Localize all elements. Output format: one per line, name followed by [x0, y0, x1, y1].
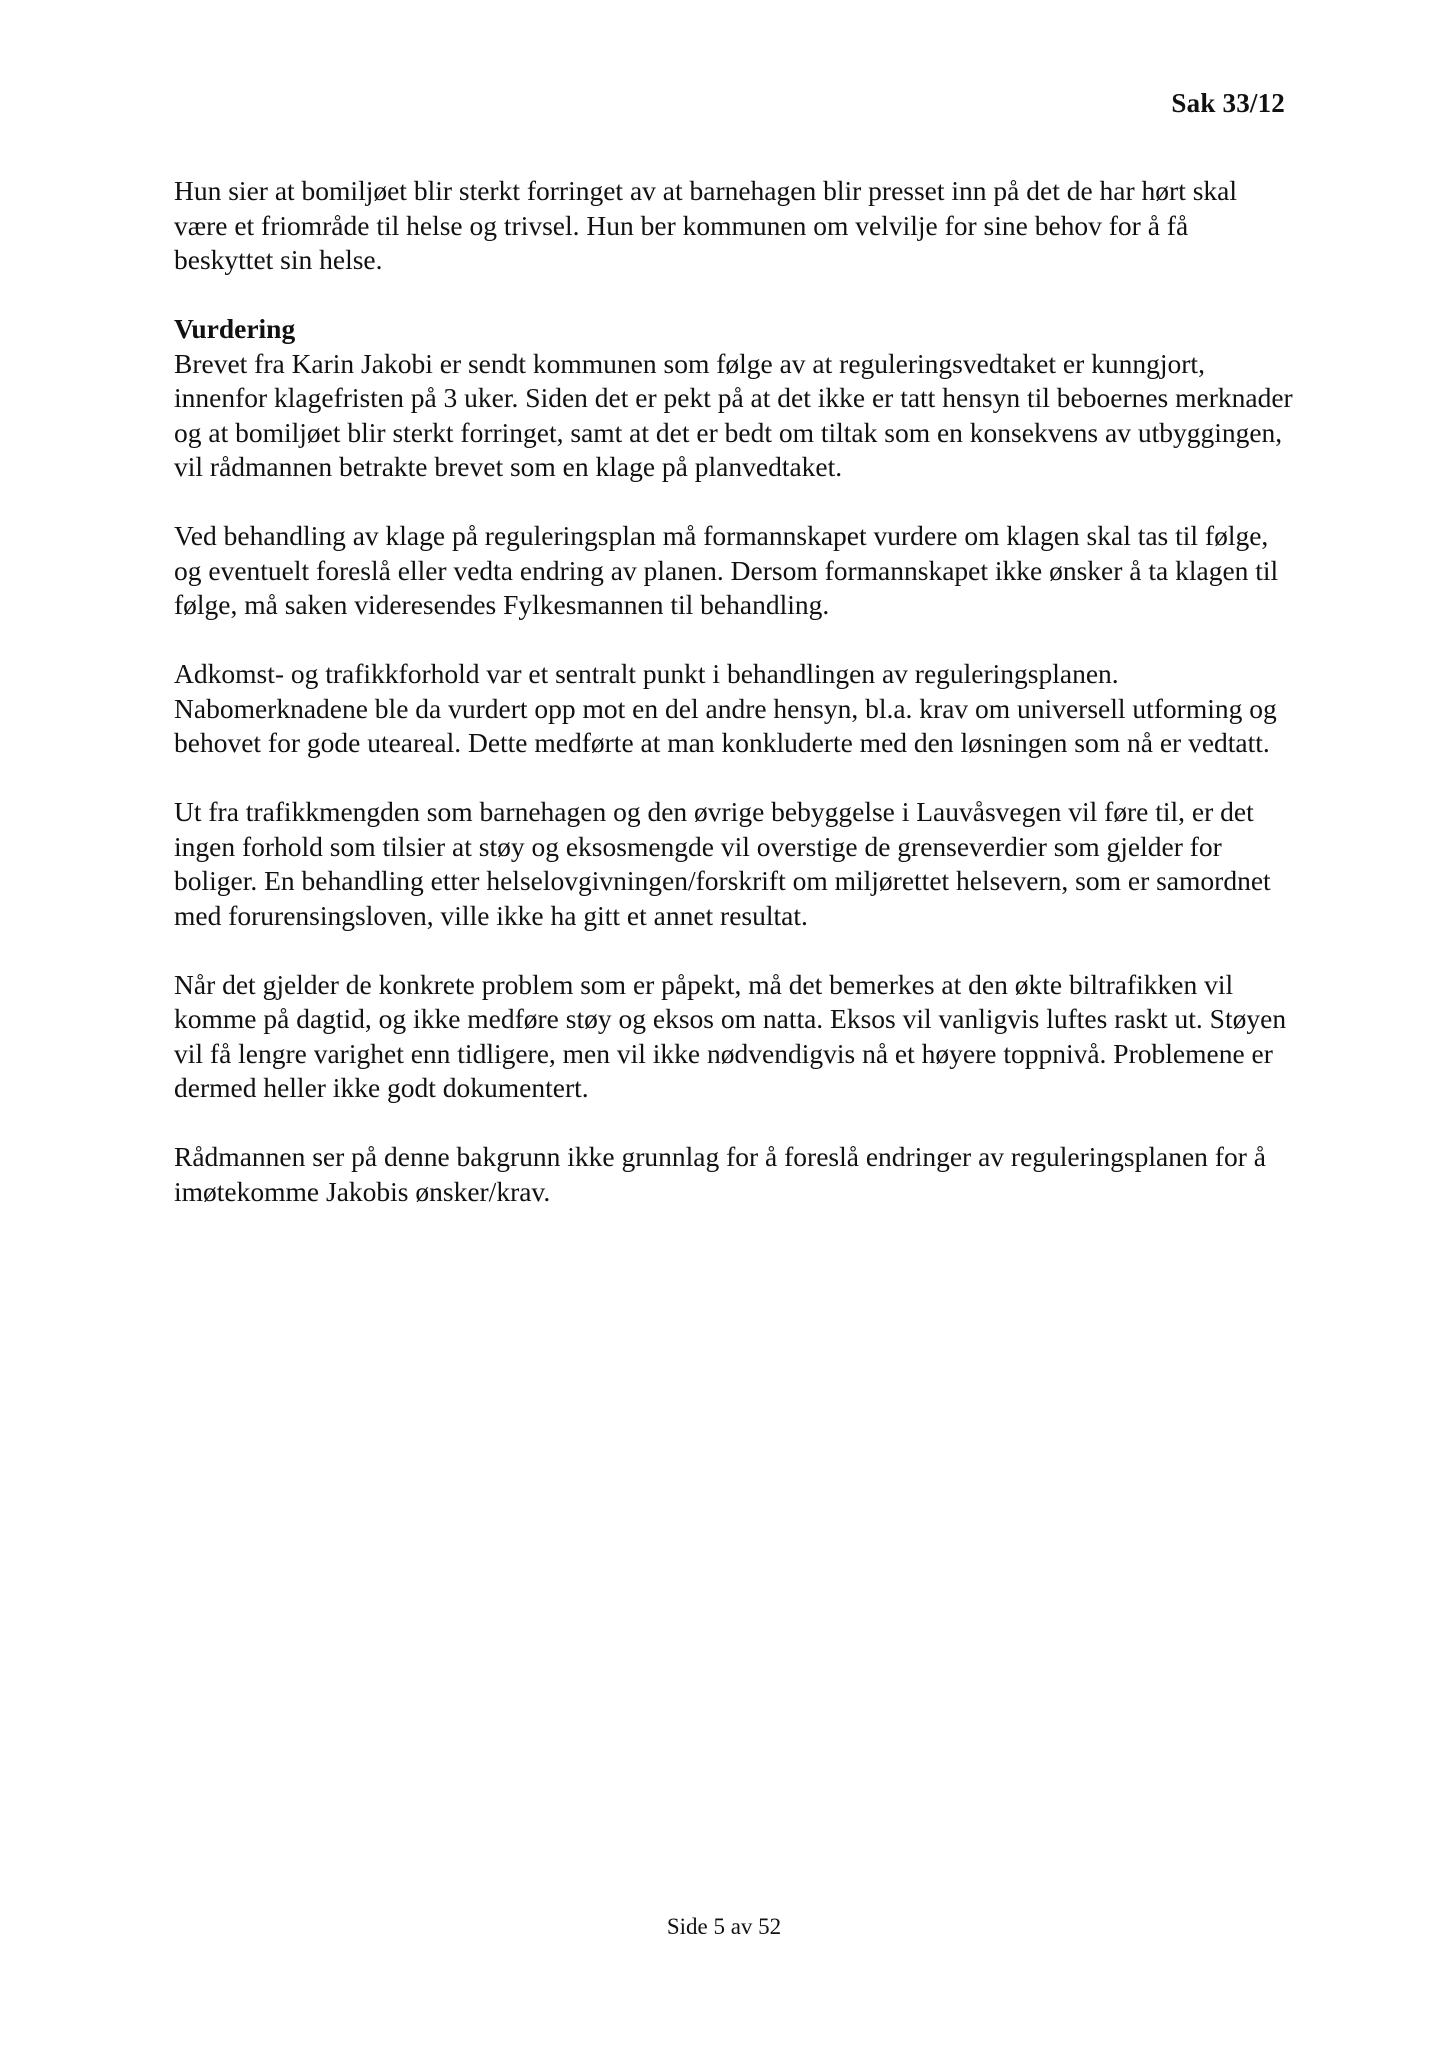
page-number: Side 5 av 52: [666, 1914, 782, 1939]
document-body: [174, 174, 1294, 1244]
section-heading: Vurdering: [174, 313, 296, 344]
paragraph-assessment: Brevet fra Karin Jakobi er sendt kommunen som følge av at reguleringsvedtaket er kunngjort, innenfor klagefristen på 3 uker. Siden det er pekt på at det ikke er tatt hensyn til beboernes merknader og at bomiljøet blir sterkt forringet, samt at det er bedt om tiltak som en konsekvens av utbyggingen, vil rådmannen betrakte brevet som en klage på planvedtaket.: [174, 347, 1293, 482]
case-number: Sak 33/12: [1171, 88, 1285, 118]
paragraph-appeal-procedure: Ved behandling av klage på reguleringsplan må formannskapet vurdere om klagen skal tas til følge, og eventuelt foreslå eller vedta endring av planen. Dersom formannskapet ikke ønsker å ta klagen til følge, må saken videresendes Fylkesmannen til behandling.: [174, 520, 1279, 620]
assessment-section: [174, 312, 1294, 485]
paragraph-specific-problems: Når det gjelder de konkrete problem som er påpekt, må det bemerkes at den økte biltrafikken vil komme på dagtid, og ikke medføre støy og eksos om natta. Eksos vil vanligvis luftes raskt ut. Støyen vil få lengre varighet enn tidligere, men vil ikke nødvendigvis nå et høyere toppnivå. Problemene er dermed heller ikke godt dokumentert.: [174, 968, 1287, 1103]
paragraph-noise-limits: Ut fra trafikkmengden som barnehagen og den øvrige bebyggelse i Lauvåsvegen vil føre til, er det ingen forhold som tilsier at støy og eksosmengde vil overstige de grenseverdier som gjelder for boliger. En behandling etter helselovgivningen/forskrift om miljørettet helsevern, som er samordnet med forurensingsloven, ville ikke ha gitt et annet resultat.: [174, 796, 1271, 931]
paragraph-conclusion: Rådmannen ser på denne bakgrunn ikke grunnlag for å foreslå endringer av reguleringsplanen for å imøtekomme Jakobis ønsker/krav.: [174, 1141, 1266, 1207]
paragraph-intro: Hun sier at bomiljøet blir sterkt forringet av at barnehagen blir presset inn på det de har hørt skal være et friområde til helse og trivsel. Hun ber kommunen om velvilje for sine behov for å få beskyttet sin helse.: [174, 175, 1238, 275]
paragraph-traffic-conditions: Adkomst- og trafikkforhold var et sentralt punkt i behandlingen av reguleringsplanen. Nabomerknadene ble da vurdert opp mot en del andre hensyn, bl.a. krav om universell utforming og behovet for gode uteareal. Dette medførte at man konkluderte med den løsningen som nå er vedtatt.: [174, 658, 1277, 758]
